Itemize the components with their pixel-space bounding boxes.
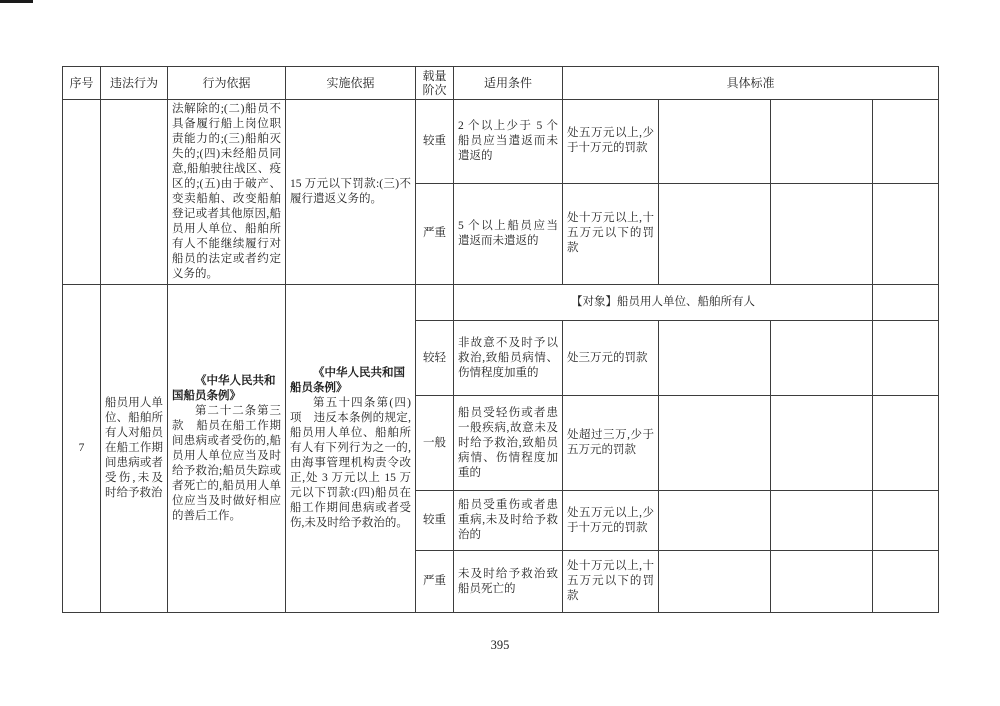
standard-cell: 处三万元的罚款 (563, 321, 659, 396)
condition-cell: 未及时给予救治致船员死亡的 (454, 551, 563, 613)
row7-weifa-cell: 船员用人单位、船舶所有人对船员在船工作期间患病或者受伤,未及时给予救治 (101, 285, 168, 613)
law-body: 第五十四条第(四)项 违反本条例的规定,船员用人单位、船舶所有人有下列行为之一的,由海事管理机构责令改正,处 3 万元以上 15 万元以下罚款:(四)船员在船工作期间患病或者受伤,未及时给予救治的。 (290, 397, 411, 529)
empty-cell (873, 551, 939, 613)
empty-cell (771, 100, 873, 184)
row7-xuhao-cell: 7 (63, 285, 101, 613)
empty-cell (873, 396, 939, 491)
severity-level: 严重 (416, 551, 454, 613)
standard-cell: 处超过三万,少于五万元的罚款 (563, 396, 659, 491)
severity-level: 较重 (416, 100, 454, 184)
empty-cell (771, 183, 873, 284)
severity-level: 一般 (416, 396, 454, 491)
empty-cell (659, 396, 771, 491)
empty-cell (771, 551, 873, 613)
header-row (63, 67, 939, 100)
penalty-table (62, 66, 939, 613)
row6-xuhao-cell (63, 100, 101, 285)
table-row (63, 285, 939, 321)
condition-cell: 船员受轻伤或者患一般疾病,故意未及时给予救治,致船员病情、伤情程度加重的 (454, 396, 563, 491)
empty-cell (873, 285, 939, 321)
duixiang-cell: 【对象】船员用人单位、船舶所有人 (454, 285, 873, 321)
header-xuhao: 序号 (63, 67, 101, 100)
empty-cell (873, 491, 939, 551)
standard-cell: 处十万元以上,十五万元以下的罚款 (563, 183, 659, 284)
row7-xingwei-yiju-cell (168, 285, 286, 613)
header-weifa-xingwei: 违法行为 (101, 67, 168, 100)
empty-cell (659, 491, 771, 551)
condition-cell: 5 个以上船员应当遣返而未遣返的 (454, 183, 563, 284)
header-zailiang-jieci: 载量阶次 (416, 67, 454, 100)
empty-cell (659, 321, 771, 396)
condition-cell: 2 个以上少于 5 个船员应当遣返而未遣返的 (454, 100, 563, 184)
empty-cell (873, 321, 939, 396)
header-xingwei-yiju: 行为依据 (168, 67, 286, 100)
condition-cell: 非故意不及时予以救治,致船员病情、伤情程度加重的 (454, 321, 563, 396)
empty-cell (416, 285, 454, 321)
empty-cell (873, 100, 939, 184)
standard-cell: 处十万元以上,十五万元以下的罚款 (563, 551, 659, 613)
law-text: 法解除的;(二)船员不具备履行船上岗位职责能力的;(三)船舶灭失的;(四)未经船员同意,船舶驶往战区、疫区的;(五)由于破产、变卖船舶、改变船舶登记或者其他原因,船员用人单位、船舶所有人不能继续履行对船员的法定或者约定义务的。 (172, 103, 281, 280)
row6-weifa-cell (101, 100, 168, 285)
law-title: 《中华人民共和国船员条例》 (172, 374, 276, 402)
standard-cell: 处五万元以上,少于十万元的罚款 (563, 100, 659, 184)
empty-cell (659, 551, 771, 613)
empty-cell (873, 183, 939, 284)
empty-cell (659, 100, 771, 184)
row6-shishi-yiju-cell (286, 100, 416, 285)
empty-cell (771, 396, 873, 491)
severity-level: 较重 (416, 491, 454, 551)
table-row (63, 100, 939, 184)
law-title: 《中华人民共和国船员条例》 (290, 367, 405, 394)
header-juti-biaozhun: 具体标准 (563, 67, 939, 100)
page-number: 395 (490, 638, 510, 652)
law-text: 15 万元以下罚款:(三)不履行遣返义务的。 (290, 178, 411, 205)
row7-shishi-yiju-cell (286, 285, 416, 613)
row6-xingwei-yiju-cell (168, 100, 286, 285)
severity-level: 较轻 (416, 321, 454, 396)
header-shiyong-tiaojian: 适用条件 (454, 67, 563, 100)
header-shishi-yiju: 实施依据 (286, 67, 416, 100)
law-body: 第二十二条第三款 船员在船工作期间患病或者受伤的,船员用人单位应当及时给予救治;船员失踪或者死亡的,船员用人单位应当及时做好相应的善后工作。 (172, 404, 281, 522)
standard-cell: 处五万元以上,少于十万元的罚款 (563, 491, 659, 551)
page-corner-mark (0, 0, 33, 3)
empty-cell (771, 491, 873, 551)
empty-cell (659, 183, 771, 284)
condition-cell: 船员受重伤或者患重病,未及时给予救治的 (454, 491, 563, 551)
empty-cell (771, 321, 873, 396)
severity-level: 严重 (416, 183, 454, 284)
